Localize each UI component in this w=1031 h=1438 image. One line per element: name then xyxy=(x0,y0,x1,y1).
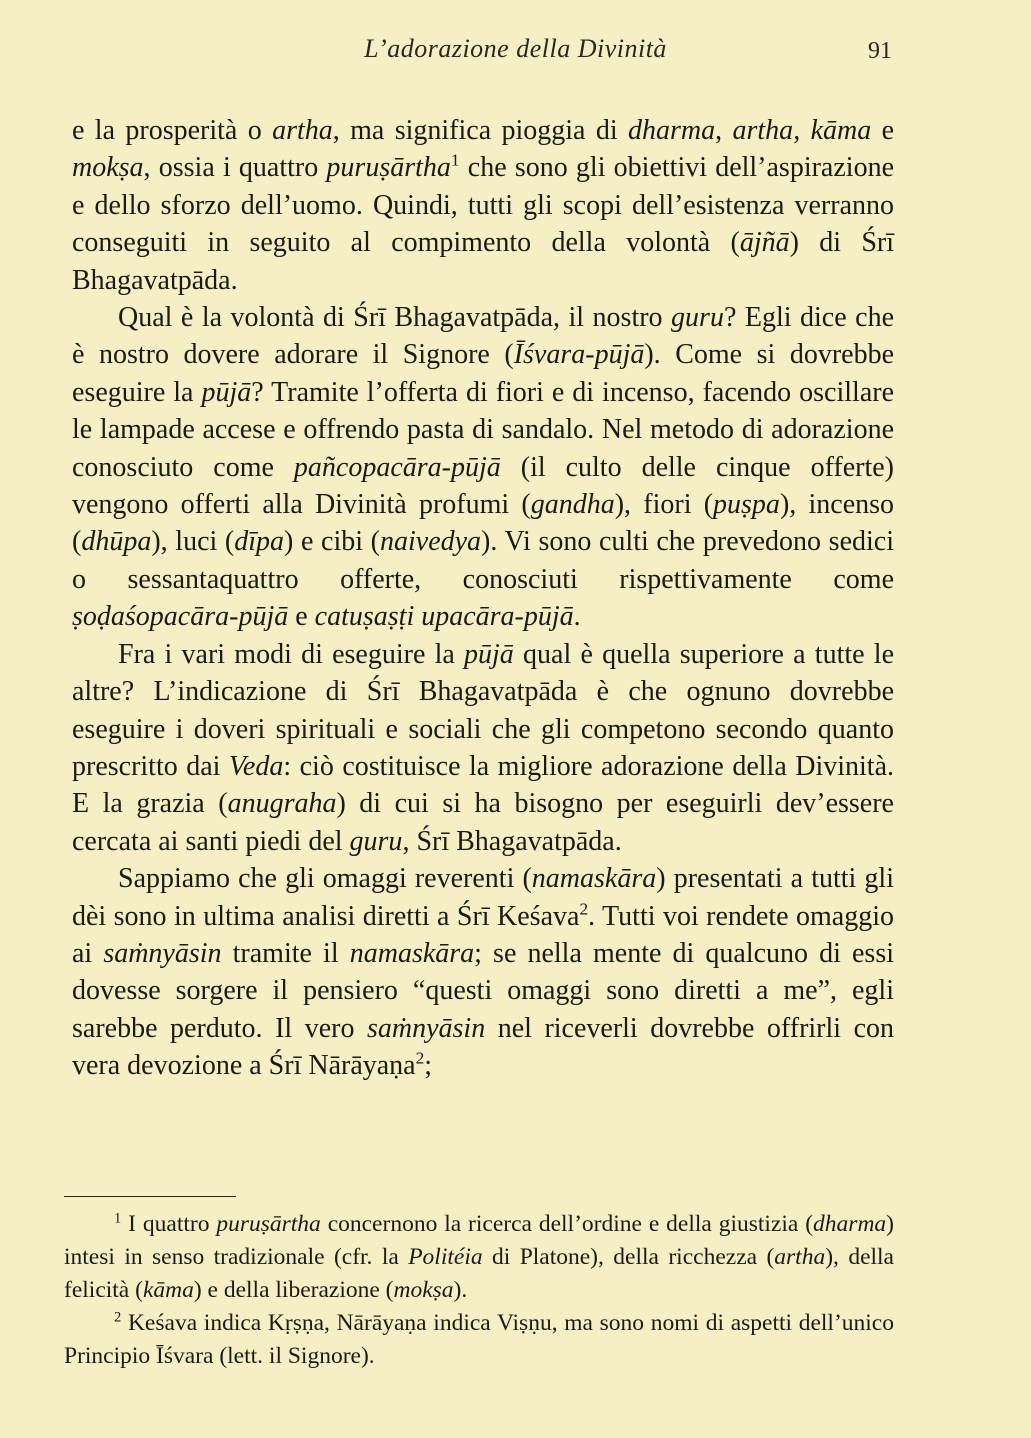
text-run: ) di cui si ha bisogno per eseguirli dev’essere cercata ai santi piedi del xyxy=(72,788,894,857)
footnote-marker: 1 xyxy=(114,1210,122,1227)
italic-term: Politéia xyxy=(408,1244,483,1270)
italic-term: guru xyxy=(671,302,724,334)
italic-term: ājñā xyxy=(739,227,790,259)
text-run: . Tutti voi rendete omaggio ai xyxy=(72,900,894,969)
italic-term: ṣoḍaśopacāra-pūjā xyxy=(72,601,289,633)
text-run: ) intesi in senso tradizionale (cfr. la xyxy=(64,1211,894,1270)
text-run: (il culto delle cinque offerte) vengono offerti alla Divinità profumi ( xyxy=(72,451,894,521)
footnote xyxy=(64,1307,894,1373)
italic-term: dīpa xyxy=(234,526,285,558)
italic-term: artha xyxy=(272,115,333,146)
text-run: e la prosperità o xyxy=(72,115,273,146)
text-run: , ma significa pioggia di xyxy=(332,115,628,146)
text-run: e xyxy=(871,115,895,146)
text-run: , xyxy=(793,115,811,146)
italic-term: dharma xyxy=(813,1211,887,1237)
italic-term: kāma xyxy=(142,1277,194,1303)
text-run: ) e cibi ( xyxy=(284,526,380,558)
italic-term: Veda xyxy=(228,750,284,782)
footnote-marker: 1 xyxy=(450,151,460,170)
italic-term: puruṣārtha xyxy=(216,1211,321,1237)
italic-term: puruṣārtha xyxy=(326,152,451,184)
text-run: ). Come si dovrebbe eseguire la xyxy=(72,339,895,408)
text-run: che sono gli obiettivi dell’aspirazione e dello sforzo dell’uomo. Quindi, tutti gli scopi dell’esistenza verranno conseguiti in seguito al compimento della volontà ( xyxy=(72,152,894,259)
text-run: di Platone), della ricchezza ( xyxy=(482,1244,775,1270)
body-paragraph xyxy=(72,112,894,299)
italic-term: Īśvara-pūjā xyxy=(513,339,645,371)
text-run: ; xyxy=(424,1050,433,1082)
italic-term: dharma xyxy=(628,115,716,146)
text-run: ? Egli dice che è nostro dovere adorare il Signore ( xyxy=(72,302,894,371)
italic-term: namaskāra xyxy=(349,937,475,969)
text-run: , Śrī Bhagavatpāda. xyxy=(402,825,622,857)
footnote-marker: 2 xyxy=(114,1309,122,1326)
text-run: tramite il xyxy=(221,937,350,969)
body-paragraph xyxy=(72,860,894,1084)
text-run: ). xyxy=(453,1277,468,1303)
text-run: Sappiamo che gli omaggi reverenti ( xyxy=(118,863,532,895)
italic-term: pūjā xyxy=(464,638,514,670)
body-paragraph xyxy=(72,299,894,636)
italic-term: saṁnyāsin xyxy=(366,1012,486,1044)
text-run: ). Vi sono culti che prevedono sedici o sessantaquattro offerte, conosciuti rispettivamente come xyxy=(72,526,894,595)
text-run: concernono la ricerca dell’ordine e della giustizia ( xyxy=(320,1211,814,1237)
text-run: ), luci ( xyxy=(151,526,235,558)
text-run: ? Tramite l’offerta di fiori e di incenso, facendo oscillare le lampade accese e offrendo pasta di sandalo. Nel metodo di adorazione conosciuto come xyxy=(72,376,894,483)
text-run: ) di Śrī Bhagavatpāda. xyxy=(72,227,895,296)
footnotes xyxy=(64,1208,894,1373)
text-run: ) presentati a tutti gli dèi sono in ultima analisi diretti a Śrī Keśava xyxy=(72,863,894,932)
footnote-divider xyxy=(64,1196,236,1197)
italic-term: artha xyxy=(732,115,794,146)
text-run: ) e della liberazione ( xyxy=(193,1277,394,1303)
text-run: Keśava indica Kṛṣṇa, Nārāyaṇa indica Viṣṇu, ma sono nomi di aspetti dell’unico Principio Īśvara (lett. il Signore). xyxy=(64,1310,894,1369)
italic-term: gandha xyxy=(530,489,615,521)
text-run: , ossia i quattro xyxy=(143,152,327,184)
footnote-marker: 2 xyxy=(579,899,589,919)
text-run: : ciò costituisce la migliore adorazione della Divinità. E la grazia ( xyxy=(72,750,894,820)
italic-term: pañcopacāra-pūjā xyxy=(293,451,501,483)
text-run: Qual è la volontà di Śrī Bhagavatpāda, il nostro xyxy=(118,302,672,334)
body-text xyxy=(72,112,894,1085)
text-run: qual è quella superiore a tutte le altre? L’indicazione di Śrī Bhagavatpāda è che ognuno dovrebbe eseguire i doveri spirituali e sociali che gli competono secondo quanto prescritto dai xyxy=(72,638,894,782)
italic-term: catuṣaṣṭi upacāra-pūjā xyxy=(314,601,574,633)
italic-term: naivedya xyxy=(379,526,482,558)
italic-term: pūjā xyxy=(201,376,252,408)
italic-term: mokṣa xyxy=(393,1277,454,1303)
text-run: I quattro xyxy=(121,1211,217,1237)
footnote-marker: 2 xyxy=(415,1048,425,1068)
page-number: 91 xyxy=(868,38,892,64)
text-run: ; se nella mente di qualcuno di essi dovesse sorgere il pensiero “questi omaggi sono diretti a me”, egli sarebbe perduto. Il vero xyxy=(72,937,895,1044)
text-run: Fra i vari modi di eseguire la xyxy=(118,638,465,670)
text-run: e xyxy=(288,601,315,633)
italic-term: guru xyxy=(349,825,403,857)
italic-term: namaskāra xyxy=(531,863,657,895)
text-run: ), incenso ( xyxy=(72,489,895,558)
italic-term: dhūpa xyxy=(81,526,152,558)
text-run: . xyxy=(573,601,581,633)
italic-term: kāma xyxy=(810,115,872,146)
italic-term: anugraha xyxy=(227,788,337,820)
italic-term: saṁnyāsin xyxy=(103,937,222,969)
footnote xyxy=(64,1208,894,1307)
text-run: nel riceverli dovrebbe offrirli con vera devozione a Śrī Nārāyaṇa xyxy=(72,1012,895,1082)
text-run: ), della felicità ( xyxy=(64,1244,894,1303)
body-paragraph xyxy=(72,636,894,860)
text-run: , xyxy=(715,115,733,146)
text-run: ), fiori ( xyxy=(614,489,714,521)
italic-term: puṣpa xyxy=(713,489,780,521)
running-header-title: L’adorazione della Divinità xyxy=(364,34,667,63)
italic-term: mokṣa xyxy=(72,152,144,184)
italic-term: artha xyxy=(774,1244,826,1270)
